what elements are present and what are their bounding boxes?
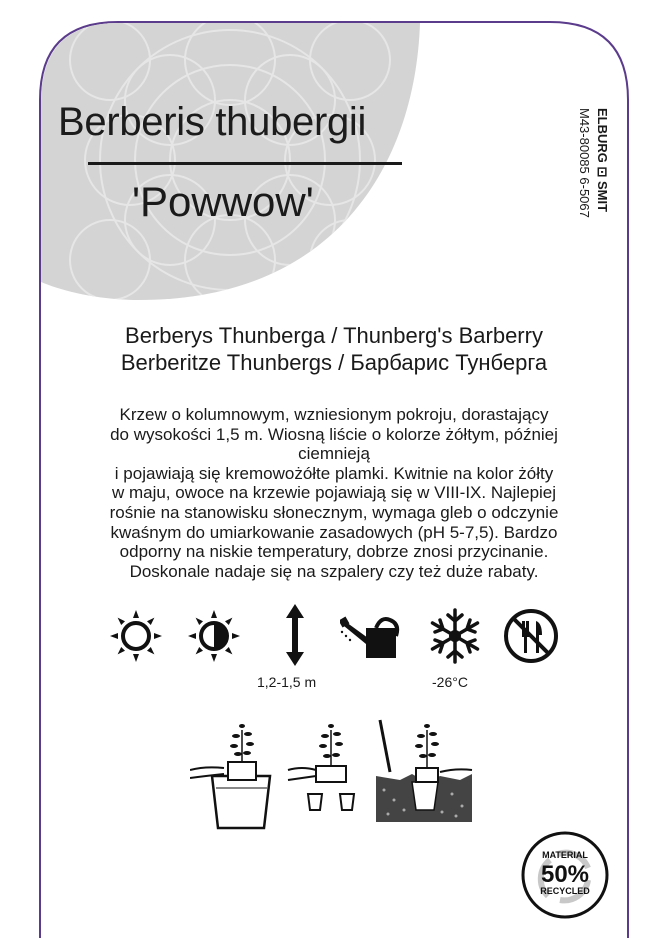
description-line: Krzew o kolumnowym, wzniesionym pokroju, dorastający	[119, 405, 549, 424]
watering-can-icon	[340, 614, 412, 660]
common-names	[40, 322, 628, 376]
recycle-line1: MATERIAL	[542, 850, 588, 860]
common-names-line: Berberitze Thunbergs / Барбарис Тунберга	[120, 350, 548, 375]
snowflake-icon	[426, 607, 484, 665]
frost-label: -26°C	[432, 674, 468, 690]
description-line: do wysokości 1,5 m. Wiosną liście o kolorze żółtym, później	[110, 424, 558, 444]
recycle-line3: RECYCLED	[540, 886, 590, 896]
producer-brand: ELBURG ⊡ SMIT	[595, 108, 610, 213]
description-line: rośnie na stanowisku słonecznym, wymaga gleb o odczynie	[109, 502, 559, 522]
description-line: i pojawiają się kremowożółte plamki. Kwitnie na kolor żółty	[114, 463, 554, 483]
sun-icon	[108, 608, 164, 664]
planting-steps-illustration	[190, 710, 480, 830]
half-shade-icon	[186, 608, 242, 664]
step-soak-icon	[190, 724, 270, 828]
plant-description	[56, 405, 612, 581]
description-line: odporny na niskie temperatury, dobrze znosi przycinanie.	[119, 542, 549, 562]
title-divider	[88, 162, 402, 165]
latin-name: Berberis thubergii	[58, 100, 367, 144]
description-line: w maju, owoce na krzewie pojawiają się w VIII-IX. Najlepiej	[111, 483, 557, 503]
common-names-line: Berberys Thunberga / Thunberg's Barberry	[125, 323, 543, 348]
height-label: 1,2-1,5 m	[257, 674, 317, 690]
not-edible-icon	[502, 607, 560, 665]
step-plant-icon	[376, 720, 472, 822]
step-unpot-icon	[288, 724, 354, 810]
cultivar-name: 'Powwow'	[132, 178, 314, 225]
producer-code: M43-80085 6-5067	[577, 108, 592, 218]
recycle-percent: 50%	[540, 861, 590, 888]
description-line: ciemnieją	[298, 444, 370, 464]
producer-vertical-text	[568, 106, 618, 246]
description-line: kwaśnym do umiarkowanie zasadowych (pH 5-7,5). Bardzo	[110, 522, 558, 542]
recycled-material-badge	[520, 830, 610, 920]
description-line: Doskonale nadaje się na szpalery czy też duże rabaty.	[129, 561, 539, 581]
height-arrow-icon	[282, 604, 308, 666]
